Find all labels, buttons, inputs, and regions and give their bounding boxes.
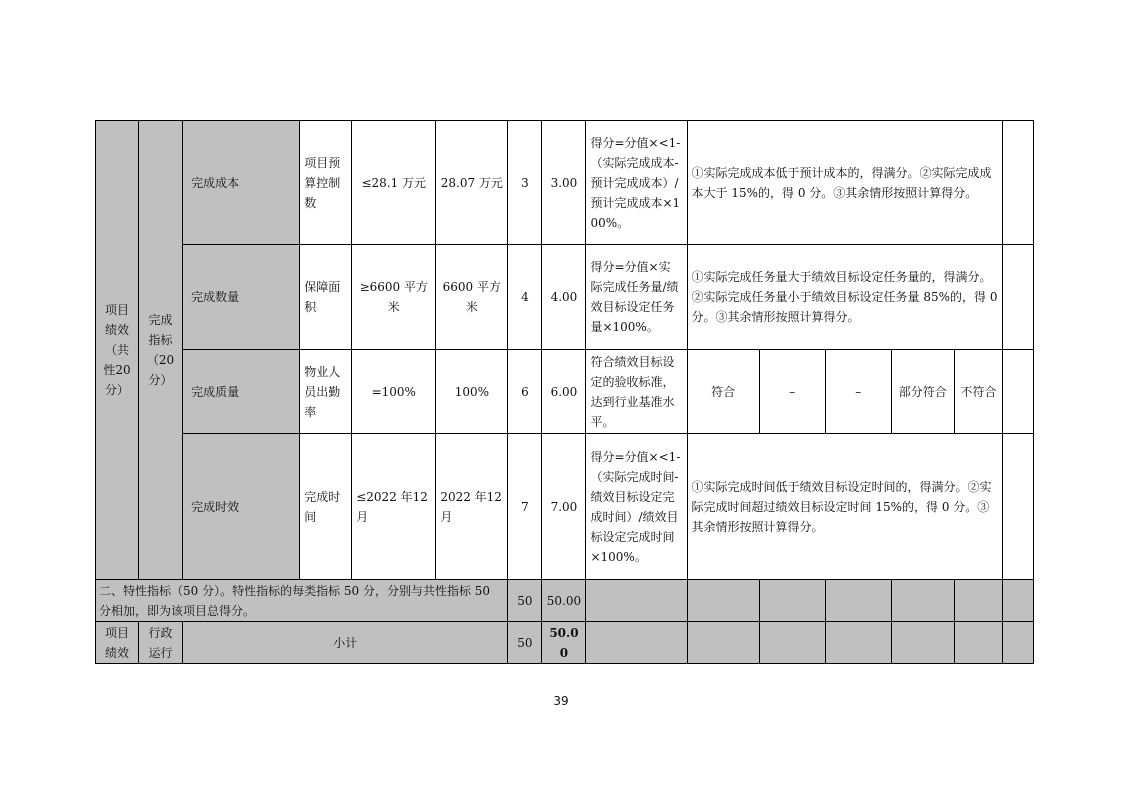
weight-cell: 6: [508, 350, 542, 434]
empty-cell: [954, 622, 1002, 664]
actual-cell: 2022 年12月: [436, 434, 508, 580]
sub-indicator-cell: 物业人员出勤率: [300, 350, 352, 434]
sub-indicator-cell: 完成时间: [300, 434, 352, 580]
option-blank-1: –: [759, 350, 825, 434]
level2-cell: 完成指标（20分）: [139, 121, 183, 580]
subtotal-label: 小计: [183, 622, 508, 664]
performance-table: [95, 120, 1034, 664]
empty-cell: [687, 580, 759, 622]
empty-cell: [1002, 350, 1033, 434]
table-row: [96, 121, 1034, 245]
indicator-cell: 完成时效: [183, 434, 300, 580]
sub-indicator-cell: 项目预算控制数: [300, 121, 352, 245]
empty-cell: [954, 580, 1002, 622]
rule-cell: ①实际完成任务量大于绩效目标设定任务量的，得满分。②实际完成任务量小于绩效目标设定任务量 85%的，得 0 分。③其余情形按照计算得分。: [687, 245, 1002, 350]
level1-cell: 项目绩效（共性20分）: [96, 121, 139, 580]
empty-cell: [825, 622, 891, 664]
empty-cell: [825, 580, 891, 622]
table-row: [96, 245, 1034, 350]
indicator-cell: 完成质量: [183, 350, 300, 434]
subtotal-col1: 项目绩效: [96, 622, 139, 664]
special-score-cell: 50.00: [542, 580, 586, 622]
subtotal-score: 50.00: [542, 622, 586, 664]
indicator-cell: 完成成本: [183, 121, 300, 245]
option-partial: 部分符合: [891, 350, 954, 434]
option-conform: 符合: [687, 350, 759, 434]
subtotal-row: [96, 622, 1034, 664]
empty-cell: [687, 622, 759, 664]
score-cell: 3.00: [542, 121, 586, 245]
empty-cell: [891, 622, 954, 664]
indicator-cell: 完成数量: [183, 245, 300, 350]
special-weight-cell: 50: [508, 580, 542, 622]
score-cell: 7.00: [542, 434, 586, 580]
subtotal-weight: 50: [508, 622, 542, 664]
score-cell: 6.00: [542, 350, 586, 434]
sub-indicator-cell: 保障面积: [300, 245, 352, 350]
weight-cell: 4: [508, 245, 542, 350]
empty-cell: [759, 622, 825, 664]
empty-cell: [891, 580, 954, 622]
subtotal-col2: 行政运行: [139, 622, 183, 664]
special-indicator-text: 二、特性指标（50 分）。特性指标的每类指标 50 分，分别与共性指标 50 分相加，即为该项目总得分。: [96, 580, 508, 622]
actual-cell: 6600 平方米: [436, 245, 508, 350]
empty-cell: [1002, 121, 1033, 245]
target-cell: ≤2022 年12 月: [352, 434, 436, 580]
empty-cell: [1002, 580, 1033, 622]
table-row: [96, 350, 1034, 434]
option-nonconform: 不符合: [954, 350, 1002, 434]
target-cell: ≥6600 平方米: [352, 245, 436, 350]
special-indicator-row: [96, 580, 1034, 622]
empty-cell: [759, 580, 825, 622]
target-cell: =100%: [352, 350, 436, 434]
empty-cell: [586, 580, 687, 622]
rule-cell: ①实际完成时间低于绩效目标设定时间的，得满分。②实际完成时间超过绩效目标设定时间 15%的，得 0 分。③其余情形按照计算得分。: [687, 434, 1002, 580]
rule-cell: ①实际完成成本低于预计成本的，得满分。②实际完成成本大于 15%的，得 0 分。③其余情形按照计算得分。: [687, 121, 1002, 245]
empty-cell: [1002, 245, 1033, 350]
formula-cell: 得分=分值×实际完成任务量/绩效目标设定任务量×100%。: [586, 245, 687, 350]
formula-cell: 得分=分值×<1-（实际完成时间-绩效目标设定完成时间）/绩效目标设定完成时间×100%。: [586, 434, 687, 580]
actual-cell: 100%: [436, 350, 508, 434]
formula-cell: 符合绩效目标设定的验收标准，达到行业基准水平。: [586, 350, 687, 434]
table-row: [96, 434, 1034, 580]
weight-cell: 7: [508, 434, 542, 580]
actual-cell: 28.07 万元: [436, 121, 508, 245]
empty-cell: [1002, 622, 1033, 664]
score-cell: 4.00: [542, 245, 586, 350]
page-number: 39: [553, 694, 569, 708]
option-blank-2: –: [825, 350, 891, 434]
empty-cell: [586, 622, 687, 664]
weight-cell: 3: [508, 121, 542, 245]
empty-cell: [1002, 434, 1033, 580]
formula-cell: 得分=分值×<1-（实际完成成本-预计完成成本）/预计完成成本×100%。: [586, 121, 687, 245]
target-cell: ≤28.1 万元: [352, 121, 436, 245]
